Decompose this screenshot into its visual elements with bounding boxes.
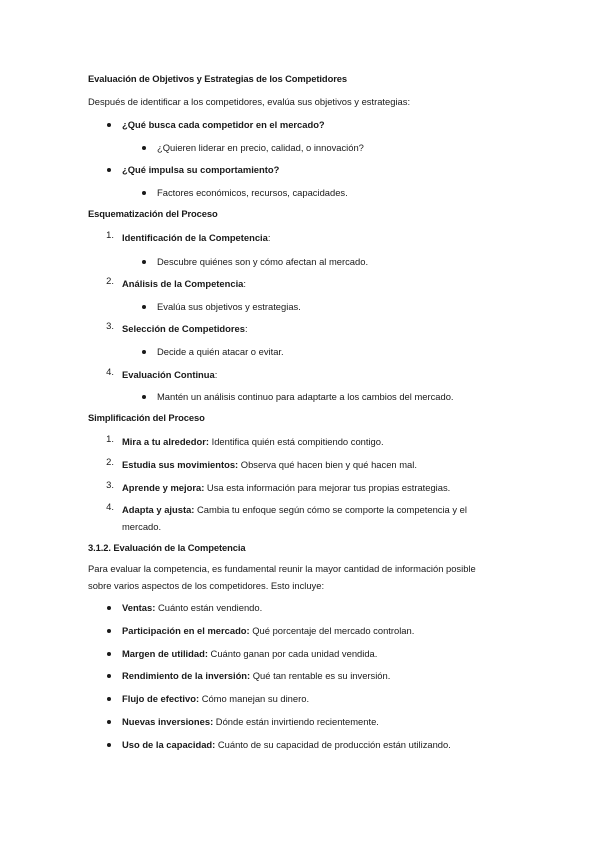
list-item-label: Margen de utilidad: <box>122 648 208 659</box>
list-item-label: Uso de la capacidad: <box>122 739 216 750</box>
numbered-item-label: Análisis de la Competencia <box>122 278 244 289</box>
section-title-evaluacion: 3.1.2. Evaluación de la Competencia <box>88 542 246 553</box>
list-item-text: Cuánto de su capacidad de producción están utilizando. <box>215 739 451 750</box>
item-number: 1. <box>106 229 114 240</box>
numbered-item-text: Observa qué hacen bien y qué hacen mal. <box>238 459 417 470</box>
numbered-item-label: Adapta y ajusta: <box>122 504 195 515</box>
label-colon: : <box>267 232 271 243</box>
item-number: 2. <box>106 275 114 286</box>
numbered-item-label: Selección de Competidores <box>122 323 245 334</box>
bullet-icon <box>142 395 146 399</box>
bullet-icon <box>107 743 111 747</box>
bullet-icon <box>107 697 111 701</box>
list-subitem-text: Decide a quién atacar o evitar. <box>157 346 284 357</box>
item-number: 2. <box>106 456 114 467</box>
numbered-item-label: Mira a tu alrededor: <box>122 436 209 447</box>
numbered-item-text: Usa esta información para mejorar tus propias estrategias. <box>204 482 451 493</box>
label-colon: : <box>244 323 248 334</box>
numbered-item-text: Identifica quién está compitiendo contigo. <box>209 436 384 447</box>
bullet-icon <box>142 191 146 195</box>
label-colon: : <box>214 369 218 380</box>
section-intro-objetivos: Después de identificar a los competidores, evalúa sus objetivos y estrategias: <box>88 96 411 107</box>
item-number: 3. <box>106 479 114 490</box>
list-subitem-text: Evalúa sus objetivos y estrategias. <box>157 301 301 312</box>
section-intro-evaluacion: Para evaluar la competencia, es fundamental reunir la mayor cantidad de información posible sobre varios aspectos de los competidores. Esto incluye: <box>88 563 476 591</box>
bullet-icon <box>107 168 111 172</box>
list-subitem-text: Factores económicos, recursos, capacidades. <box>157 187 348 198</box>
numbered-item-text: Cambia tu enfoque según cómo se comporte la competencia y el mercado. <box>122 504 467 532</box>
list-item-text: Cómo manejan su dinero. <box>199 693 310 704</box>
bullet-icon <box>107 123 111 127</box>
section-title-esquematizacion: Esquematización del Proceso <box>88 208 218 219</box>
list-item-text: Dónde están invirtiendo recientemente. <box>213 716 379 727</box>
list-item-text: Qué tan rentable es su inversión. <box>250 670 391 681</box>
bullet-icon <box>142 305 146 309</box>
list-item-label: Ventas: <box>122 602 156 613</box>
list-item-label: Participación en el mercado: <box>122 625 250 636</box>
item-number: 3. <box>106 320 114 331</box>
list-item-label: ¿Qué busca cada competidor en el mercado? <box>122 119 325 130</box>
bullet-icon <box>142 350 146 354</box>
list-item-text: Cuánto ganan por cada unidad vendida. <box>207 648 378 659</box>
bullet-icon <box>142 146 146 150</box>
numbered-item-label: Identificación de la Competencia <box>122 232 268 243</box>
bullet-icon <box>107 629 111 633</box>
list-subitem-text: ¿Quieren liderar en precio, calidad, o innovación? <box>157 142 364 153</box>
bullet-icon <box>107 720 111 724</box>
list-item-label: Flujo de efectivo: <box>122 693 200 704</box>
list-item-label: Nuevas inversiones: <box>122 716 214 727</box>
section-title-simplificacion: Simplificación del Proceso <box>88 412 205 423</box>
list-subitem-text: Mantén un análisis continuo para adaptarte a los cambios del mercado. <box>157 391 454 402</box>
list-subitem-text: Descubre quiénes son y cómo afectan al mercado. <box>157 256 369 267</box>
bullet-icon <box>107 652 111 656</box>
bullet-icon <box>107 674 111 678</box>
item-number: 4. <box>106 501 114 512</box>
label-colon: : <box>243 278 247 289</box>
numbered-item-label: Aprende y mejora: <box>122 482 205 493</box>
item-number: 1. <box>106 433 114 444</box>
list-item-label: ¿Qué impulsa su comportamiento? <box>122 164 280 175</box>
numbered-item-label: Estudia sus movimientos: <box>122 459 239 470</box>
bullet-icon <box>107 606 111 610</box>
numbered-item-label: Evaluación Continua <box>122 369 215 380</box>
list-item-text: Qué porcentaje del mercado controlan. <box>249 625 415 636</box>
list-item-text: Cuánto están vendiendo. <box>155 602 263 613</box>
list-item-label: Rendimiento de la inversión: <box>122 670 251 681</box>
section-title-objetivos: Evaluación de Objetivos y Estrategias de los Competidores <box>88 73 347 84</box>
item-number: 4. <box>106 366 114 377</box>
bullet-icon <box>142 260 146 264</box>
